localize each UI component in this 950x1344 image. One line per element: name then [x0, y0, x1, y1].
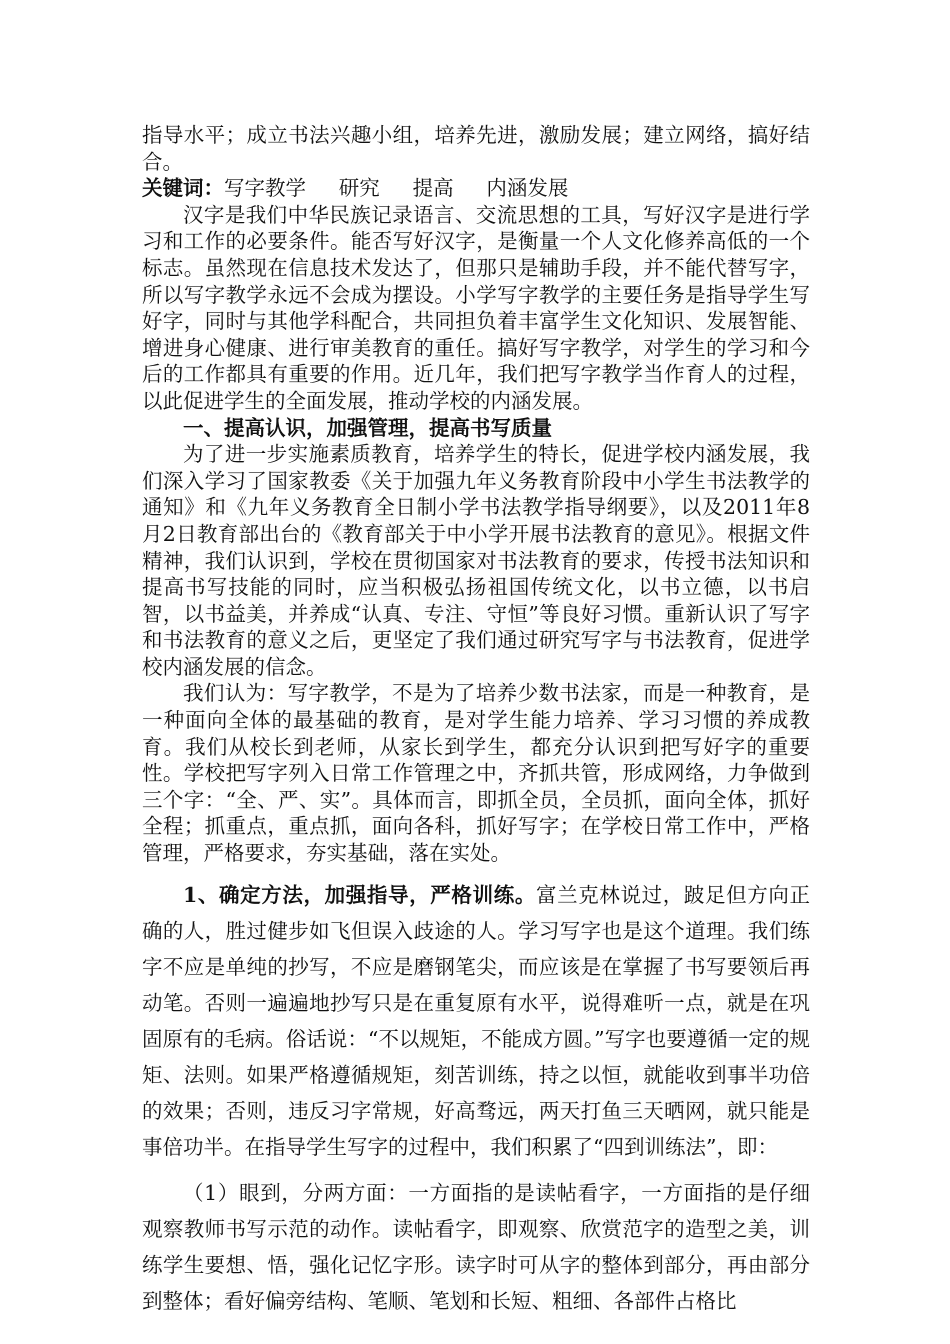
- belief-paragraph: 我们认为：写字教学，不是为了培养少数书法家，而是一种教育，是一种面向全体的最基础的教育，是对学生能力培养、学习习惯的养成教育。我们从校长到老师，从家长到学生，都充分认识到把写好字的重要性。学校把写字列入日常工作管理之中，齐抓共管，形成网络，力争做到三个字：“全、严、实”。具体而言，即抓全员，全员抓，面向全体，抓好全程；抓重点，重点抓，面向各科，抓好写字；在学校日常工作中，严格管理，严格要求，夯实基础，落在实处。: [142, 681, 810, 866]
- policy-paragraph: 为了进一步实施素质教育，培养学生的特长，促进学校内涵发展，我们深入学习了国家教委《关于加强九年义务教育阶段中小学生书法教学的通知》和《九年义务教育全日制小学书法教学指导纲要》，以及2011年8月2日教育部出台的《教育部关于中小学开展书法教育的意见》。根据文件精神，我们认识到，学校在贯彻国家对书法教育的要求，传授书法知识和提高书写技能的同时，应当积极弘扬祖国传统文化，以书立德，以书启智，以书益美，并养成“认真、专注、守恒”等良好习惯。重新认识了写字和书法教育的意义之后，更坚定了我们通过研究写字与书法教育，促进学校内涵发展的信念。: [142, 442, 810, 679]
- keyword: 内涵发展: [486, 176, 569, 201]
- document-page: [142, 122, 810, 1319]
- intro-tail-paragraph: 指导水平；成立书法兴趣小组，培养先进，激励发展；建立网络，搞好结合。: [142, 123, 810, 174]
- eye-lead: （1）: [183, 1180, 240, 1205]
- eye-body: 眼到，分两方面：一方面指的是读帖看字，一方面指的是仔细观察教师书写示范的动作。读帖看字，即观察、欣赏范字的造型之美，训练学生要想、悟，强化记忆字形。读字时可从字的整体到部分，再由部分到整体；看好偏旁结构、笔顺、笔划和长短、粗细、各部件占格比: [142, 1180, 811, 1313]
- section-heading-1: 一、提高认识，加强管理，提高书写质量: [183, 415, 552, 440]
- eye-paragraph: [142, 1175, 810, 1319]
- method-lead: 1、确定方法，加强指导，严格训练。: [183, 882, 536, 907]
- keywords-line: [142, 175, 810, 202]
- keyword: 研究: [338, 176, 380, 201]
- keywords-label: 关键词：: [142, 176, 224, 201]
- background-paragraph: 汉字是我们中华民族记录语言、交流思想的工具，写好汉字是进行学习和工作的必要条件。能否写好汉字，是衡量一个人文化修养高低的一个标志。虽然现在信息技术发达了，但那只是辅助手段，并不能代替写字，所以写字教学永远不会成为摆设。小学写字教学的主要任务是指导学生写好字，同时与其他学科配合，共同担负着丰富学生文化知识、发展智能、增进身心健康、进行审美教育的重任。搞好写字教学，对学生的学习和今后的工作都具有重要的作用。近几年，我们把写字教学当作育人的过程，以此促进学生的全面发展，推动学校的内涵发展。: [142, 202, 810, 413]
- method-paragraph: [142, 877, 810, 1165]
- keyword: 提高: [412, 176, 454, 201]
- method-body: 富兰克林说过，跛足但方向正确的人，胜过健步如飞但误入歧途的人。学习写字也是这个道理。我们练字不应是单纯的抄写，不应是磨钢笔尖，而应该是在掌握了书写要领后再动笔。否则一遍遍地抄写只是在重复原有水平，说得难听一点，就是在巩固原有的毛病。俗话说：“不以规矩，不能成方圆。”写字也要遵循一定的规矩、法则。如果严格遵循规矩，刻苦训练，持之以恒，就能收到事半功倍的效果；否则，违反习字常规，好高骛远，两天打鱼三天晒网，就只能是事倍功半。在指导学生写字的过程中，我们积累了“四到训练法”，即：: [142, 882, 810, 1159]
- keyword: 写字教学: [224, 176, 306, 201]
